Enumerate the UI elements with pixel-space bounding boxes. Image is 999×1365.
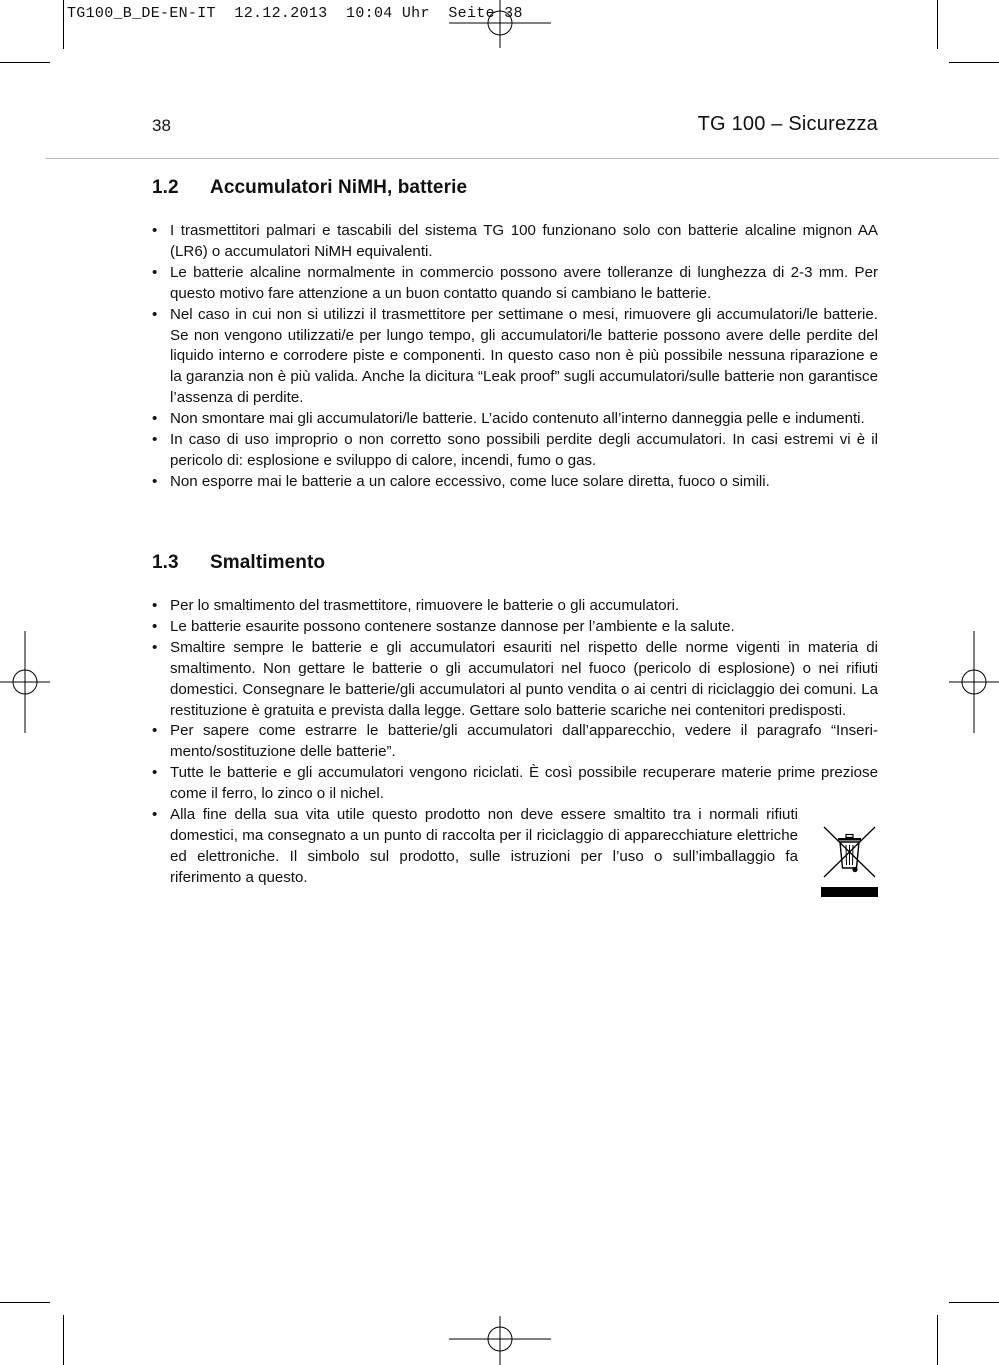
list-item: • Tutte le batterie e gli accumulatori vengono riciclati. È così possibile recuperare materie prime preziose come il ferro, lo zinco o il nichel. [152,763,878,805]
list-item: • Le batterie esaurite possono contenere sostanze dannose per l’ambiente e la salute. [152,617,878,638]
print-slug-line: TG100_B_DE-EN-IT 12.12.2013 10:04 Uhr Seite 38 [67,5,523,22]
section-title: Accumulatori NiMH, batterie [210,177,468,198]
list-item: • Nel caso in cui non si utilizzi il trasmettitore per settimane o mesi, rimuovere gli accumulatori/le batterie. Se non vengono utilizzati/e per lungo tempo, gli accumulatori/le batterie possono avere delle perdite del liquido interno e corrodere piste e componenti. In questo caso non è più possibile nessuna riparazione e la garanzia non è più valida. Anche la dicitura “Leak proof” sugli accumulatori/sulle batterie non garantisce l’assenza di perdite. [152,305,878,410]
batteries-bullet-list [152,221,878,493]
section-heading-disposal [152,552,325,574]
crop-mark [937,0,938,49]
crop-mark [63,0,64,49]
disposal-bullet-list [152,596,878,889]
crop-mark [0,1302,50,1303]
running-header-title: TG 100 – Sicurezza [697,113,878,135]
registration-mark-top [449,0,551,50]
list-item: • In caso di uso improprio o non corretto sono possibili perdite degli accumulatori. In casi estremi vi è il pericolo di: esplosione e sviluppo di calore, incendi, fumo o gas. [152,430,878,472]
section-title: Smaltimento [210,552,326,573]
registration-mark-bottom [449,1315,551,1365]
list-item: • Alla fine della sua vita utile questo prodotto non deve essere smaltito tra i normali rifiuti domestici, ma consegnato a un punto di raccolta per il riciclaggio di apparecchiature elettriche ed elettroniche. Il simbolo sul prodotto, sulle istruzioni per l’uso o sull’imballaggio fa riferimento a questo. [152,805,878,889]
crop-mark [63,1315,64,1365]
crop-mark [949,62,999,63]
crop-mark [937,1315,938,1365]
header-rule [45,158,999,159]
section-heading-batteries [152,177,467,199]
list-item: • I trasmettitori palmari e tascabili del sistema TG 100 funzionano solo con batterie alcaline mignon AA (LR6) o accumulatori NiMH equivalenti. [152,221,878,263]
crossed-out-wheelie-bin-icon [821,825,878,897]
list-item: • Smaltire sempre le batterie e gli accumulatori esauriti nel rispetto delle norme vigenti in materia di smaltimento. Non gettare le batterie o gli accumulatori nel fuoco (pericolo di esplosione) o nei rifiuti domestici. Consegnare le batterie/gli accumulatori al punto vendita o ai centri di riciclaggio dei comuni. La restituzione è gratuita e prevista dalla legge. Gettare solo batterie scariche nei contenitori predisposti. [152,638,878,722]
section-number: 1.3 [152,552,179,573]
list-item: • Per lo smaltimento del trasmettitore, rimuovere le batterie o gli accumulatori. [152,596,878,617]
page-number: 38 [152,116,171,135]
list-item: • Non esporre mai le batterie a un calore eccessivo, come luce solare diretta, fuoco o simili. [152,472,878,493]
list-item: • Le batterie alcaline normalmente in commercio possono avere tolleranze di lunghezza di 2-3 mm. Per questo motivo fare attenzione a un buon contatto quando si cambiano le batterie. [152,263,878,305]
crop-mark [0,62,50,63]
list-item: • Per sapere come estrarre le batterie/gli accumulatori dall’apparecchio, vedere il paragrafo “Inserimento/sostituzione delle batterie”. [152,721,878,763]
crop-mark [949,1302,999,1303]
registration-mark-right [949,631,999,733]
list-item: • Non smontare mai gli accumulatori/le batterie. L’acido contenuto all’interno danneggia pelle e indumenti. [152,409,878,430]
section-number: 1.2 [152,177,179,198]
registration-mark-left [0,631,50,733]
